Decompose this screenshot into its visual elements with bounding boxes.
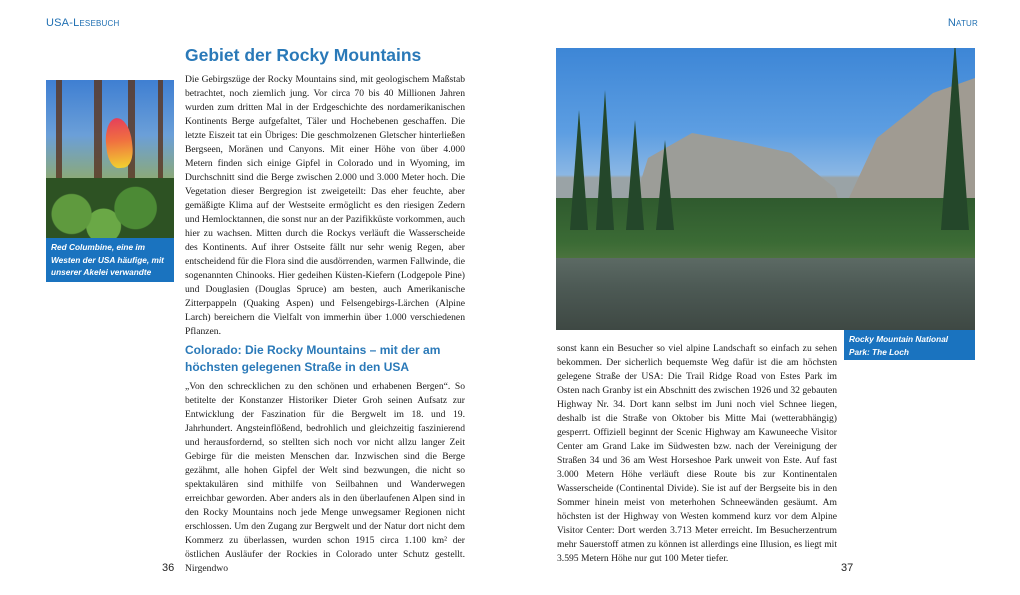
body-paragraph-1: Die Gebirgszüge der Rocky Mountains sind, mit geologischem Maßstab betrachtet, noch ziemlich jung. Vor circa 70 bis 40 Millionen Jahren wurden zum dritten Mal in der Erdgeschichte des nordamerikanischen Kontinents Berge aufgefaltet, Täler und Hochebenen geschaffen. Die letzte Eiszeit tat ein Übriges: Die geschmolzenen Gletscher hinterließen Bergseen, Moränen und Canyons. Mit einer Höhe von über 4.000 Metern finden sich einige Gipfel in Colorado und in Wyoming, im Durchschnitt sind die Berge zwischen 2.000 und 3.000 Meter hoch. Die Vegetation dieser Bergregion ist zweigeteilt: Das eher feuchte, aber gemäßigte Klima auf der Westseite ermöglicht es den riesigen Zedern und Hemlocktannen, die sonst nur an der Pazifikküste vorkommen, auch hier zu wachsen. Mitten durch die Rockys verläuft die Wasserscheide des Kontinents. Auf ihrer Ostseite fällt nur sehr wenig Regen, aber entscheidend für die Flora sind die ausdörrenden, warmen Fallwinde, die sogenannten Chinooks. Hier gedeihen Küsten-Kiefern (Lodgepole Pine) und Douglasien (Douglas Spruce) am besten, auch Amerikanische Zitterpappeln (Quaking Aspen) und Felsengebirgs-Lärchen (Alpine Larch) bereichern die Vielfalt von immerhin über 1.000 verschiedenen Pflanzen. xyxy=(185,74,466,337)
right-page xyxy=(510,0,1020,595)
pine-tree xyxy=(941,48,969,230)
pine-tree xyxy=(656,140,674,230)
columbine-photo-caption: Red Columbine, eine im Westen der USA häufige, mit unserer Akelei verwandte Pflanze xyxy=(46,238,174,282)
pine-tree xyxy=(596,90,614,230)
columbine-photo xyxy=(46,80,174,238)
pine-tree xyxy=(570,110,588,230)
page-title: Gebiet der Rocky Mountains xyxy=(185,45,422,65)
tree-trunk xyxy=(56,80,62,190)
lake-water xyxy=(556,258,975,330)
pine-tree xyxy=(626,120,644,230)
body-paragraph-3: sonst kann ein Besucher so viel alpine Landschaft so einfach zu sehen bekommen. Der sicherlich bequemste Weg dafür ist die am höchsten gelegene Straße der USA: Die Trail Ridge Road von Estes Park im Osten nach Granby ist ein Abschnitt des zwischen 1926 und 32 gebauten Highway Nr. 34. Dort kann selbst im Juni noch viel Schnee liegen, deshalb ist die Straße von Oktober bis Mitte Mai (wetterabhängig) gesperrt. Offiziell beginnt der Scenic Highway am Kawuneeche Visitor Center am Grand Lake im Südwesten bzw. nach der Vereinigung der Straßen 34 und 36 am West Horseshoe Park unweit von Este. Auf fast 3.000 Metern Höhe verläuft diese Route bis zur Kontinentalen Wasserscheide (Continental Divide). Sie ist auf der Bergseite bis in den Sommer hinein meist von meterhohen Schneewänden gesäumt. Am höchsten ist der Highway von Westen kommend kurz vor dem Alpine Visitor Center: Dort werden 3.713 Meter erreicht. Im Besucherzentrum mehr Sauerstoff atmen zu können ist allerdings eine Illusion, es liegt mit 3.595 Metern Höhe nur gut 100 Meter tiefer. xyxy=(557,343,837,564)
tree-trunk xyxy=(158,80,163,190)
page-number-right: 37 xyxy=(841,562,854,574)
body-paragraph-2: „Von den schrecklichen zu den schönen und erhabenen Bergen“. So betitelte der Konstanzer Historiker Dieter Groh seinen Aufsatz zur Entwicklung der Faszination für die Bergwelt im 18. und 19. Jahrhundert. Angsteinflößend, bedrohlich und gleichzeitig faszinierend und herausfordernd, so stellten sich noch vor nicht allzu langer Zeit Gebirge für die meisten Menschen dar. Inzwischen sind die Berge gezähmt, alle hohen Gipfel der Welt sind bezwungen, die nicht so spektakulären sind mithilfe von Seilbahnen und Wanderwegen erreichbar geworden. Aber anders als in den überlaufenen Alpen sind in den Rocky Mountains noch jede Menge unwegsamer Regionen nicht erschlossen. Um den Zugang zur Bergwelt und der Natur dort nicht dem Kommerz zu überlassen, wurden schon 1915 circa 1.100 km² der östlichen Ausläufer der Rockies in Colorado unter Schutz gestellt. Nirgendwo xyxy=(185,381,465,574)
section-subheading: Colorado: Die Rocky Mountains – mit der am höchsten gelegenen Straße in den USA xyxy=(185,343,441,374)
tree-trunk xyxy=(94,80,102,190)
page-number-left: 36 xyxy=(162,562,175,574)
loch-landscape-photo xyxy=(556,48,975,330)
running-head-left: USA-Lesebuch xyxy=(46,17,120,29)
foliage xyxy=(46,178,174,238)
running-head-right: Natur xyxy=(947,17,978,29)
loch-photo-caption: Rocky Mountain National Park: The Loch xyxy=(844,330,975,360)
